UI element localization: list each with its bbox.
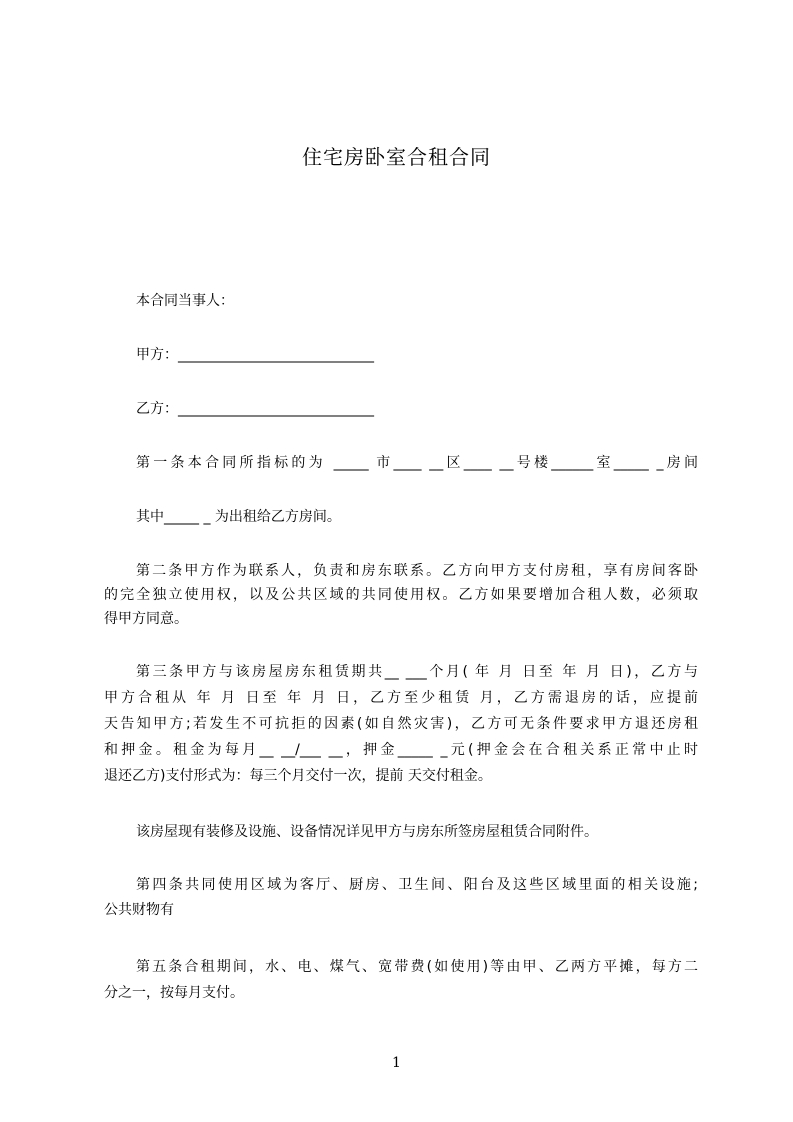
article2-line3: 得甲方同意。 [104,611,188,627]
contract-title: 住宅房卧室合租合同 [302,145,491,169]
facilities-note: 该房屋现有装修及设施、设备情况详见甲方与房东所签房屋租赁合同附件。 [136,824,598,840]
party-a-line: 甲方：____________________________ [136,347,374,363]
article5-line1: 第五条合租期间，水、电、煤气、宽带费(如使用)等由甲、乙两方平摊，每方二 [136,959,698,975]
article3-line5: 退还乙方)支付形式为：每三个月交付一次，提前 天交付租金。 [104,768,492,784]
page-number: 1 [392,1055,401,1071]
article3-line2: 甲方合租从 年 月 日至 年 月 日，乙方至少租赁 月，乙方需退房的话，应提前 [104,690,698,706]
article3-line3: 天告知甲方;若发生不可抗拒的因素(如自然灾害)，乙方可无条件要求甲方退还房租 [104,716,698,732]
article1-line2: 其中_____ _ 为出租给乙方房间。 [136,509,341,525]
article3-line1: 第三条甲方与该房屋房东租赁期共__ ___个月( 年 月 日至 年 月 日)，乙方与 [136,664,698,680]
article4-line1: 第四条共同使用区域为客厅、厨房、卫生间、阳台及这些区域里面的相关设施; [136,877,698,893]
article5-line2: 分之一，按每月支付。 [104,985,244,1001]
article1-line1: 第一条本合同所指标的为 _____ 市____ __区____ __号楼______室_____ _房间 [136,455,698,471]
parties-heading: 本合同当事人： [136,293,234,309]
party-b-line: 乙方：____________________________ [136,401,374,417]
article4-line2: 公共财物有 [104,902,174,918]
article2-line1: 第二条甲方作为联系人，负责和房东联系。乙方向甲方支付房租，享有房间客卧 [136,563,698,579]
article2-line2: 的完全独立使用权，以及公共区域的共同使用权。乙方如果要增加合租人数，必须取 [104,587,698,603]
article3-line4: 和押金。租金为每月__ __/___ __，押金_____ _元(押金会在合租关系正常中止时 [104,742,698,758]
